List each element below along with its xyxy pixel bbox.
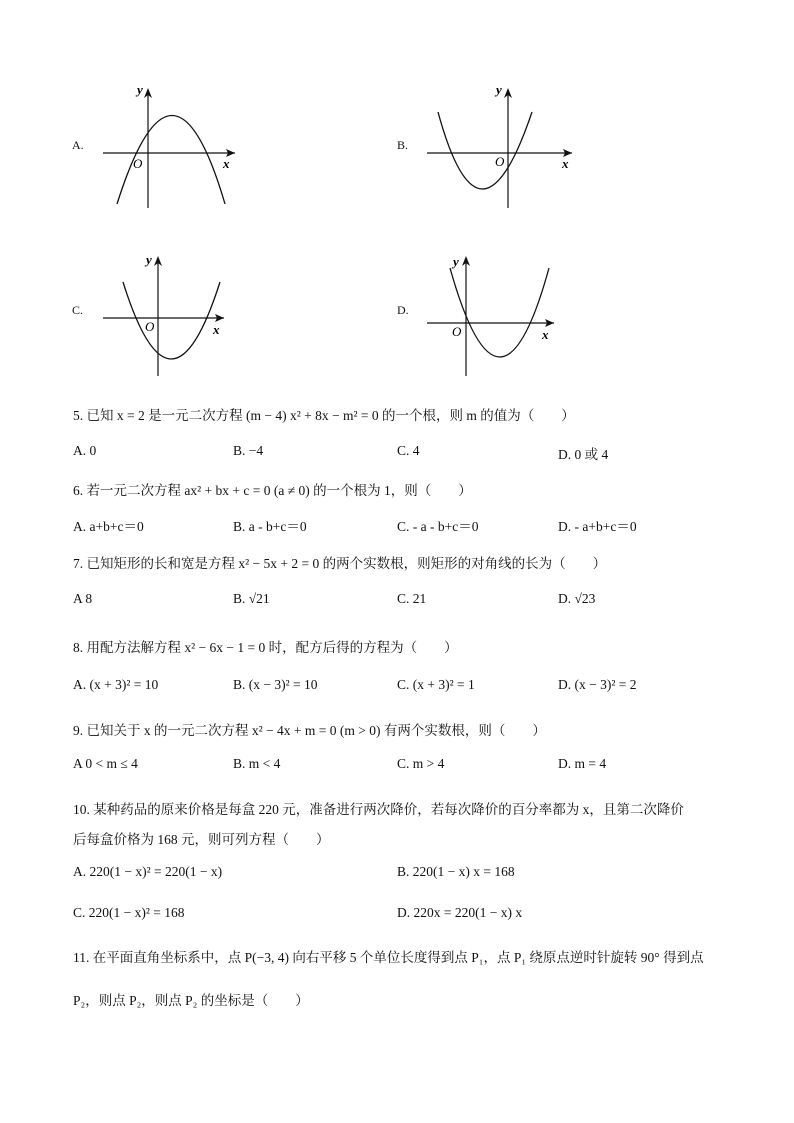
question-5-option-c[interactable]: C. 4 <box>397 443 420 458</box>
graph-a-origin-label: O <box>133 156 143 171</box>
graph-c-x-label: x <box>213 322 220 337</box>
graph-d-parabola <box>422 250 562 380</box>
graph-d-x-label: x <box>542 327 549 342</box>
question-8-stem: 8. 用配方法解方程 x² − 6x − 1 = 0 时，配方后得的方程为（ ） <box>73 640 458 655</box>
graph-c-parabola <box>98 250 238 380</box>
question-6-option-b[interactable]: B. a - b+c＝0 <box>233 519 307 534</box>
question-10-option-a[interactable]: A. 220(1 − x)² = 220(1 − x) <box>73 864 223 879</box>
question-7-option-c[interactable]: C. 21 <box>397 591 427 606</box>
question-6-stem: 6. 若一元二次方程 ax² + bx + c = 0 (a ≠ 0) 的一个根为 1，则（ ） <box>73 483 472 498</box>
graph-a-parabola <box>95 82 245 212</box>
question-10-stem-line-1: 10. 某种药品的原来价格是每盒 220 元，准备进行两次降价，若每次降价的百分率都为 x，且第二次降价 <box>73 802 684 817</box>
question-11-stem-line-2: P₂，则点 P₂，则点 P₂ 的坐标是（ ） <box>73 993 309 1008</box>
question-6-option-a[interactable]: A. a+b+c＝0 <box>73 519 144 534</box>
question-5-stem: 5. 已知 x = 2 是一元二次方程 (m − 4) x² + 8x − m² = 0 的一个根，则 m 的值为（ ） <box>73 408 575 423</box>
question-10-option-c[interactable]: C. 220(1 − x)² = 168 <box>73 905 185 920</box>
graph-d-letter: D. <box>397 303 409 317</box>
question-7-option-b[interactable]: B. √21 <box>233 591 270 606</box>
question-9-option-c[interactable]: C. m > 4 <box>397 756 445 771</box>
question-5-option-b[interactable]: B. −4 <box>233 443 264 458</box>
question-10-option-b[interactable]: B. 220(1 − x) x = 168 <box>397 864 515 879</box>
question-5-option-a[interactable]: A. 0 <box>73 443 97 458</box>
graph-d-y-label: y <box>453 254 459 269</box>
question-5-option-d[interactable]: D. 0 或 4 <box>558 447 609 462</box>
question-10-option-d[interactable]: D. 220x = 220(1 − x) x <box>397 905 523 920</box>
question-7-option-a[interactable]: A 8 <box>73 591 93 606</box>
question-6-option-d[interactable]: D. - a+b+c＝0 <box>558 519 637 534</box>
graph-b-parabola <box>422 82 582 212</box>
graph-b-origin-label: O <box>495 154 505 169</box>
question-8-option-d[interactable]: D. (x − 3)² = 2 <box>558 677 637 692</box>
question-7-stem: 7. 已知矩形的长和宽是方程 x² − 5x + 2 = 0 的两个实数根，则矩形的对角线的长为（ ） <box>73 556 607 571</box>
graph-a-letter: A. <box>72 138 84 152</box>
question-8-option-a[interactable]: A. (x + 3)² = 10 <box>73 677 159 692</box>
graph-b-x-label: x <box>562 156 569 171</box>
graph-b-letter: B. <box>397 138 409 152</box>
graph-c-y-label: y <box>146 252 152 267</box>
question-10-stem-line-2: 后每盒价格为 168 元，则可列方程（ ） <box>73 832 330 847</box>
question-11-stem-line-1: 11. 在平面直角坐标系中，点 P(−3, 4) 向右平移 5 个单位长度得到点 P₁，点 P₁ 绕原点逆时针旋转 90° 得到点 <box>73 950 704 965</box>
question-8-option-b[interactable]: B. (x − 3)² = 10 <box>233 677 318 692</box>
graph-c-letter: C. <box>72 303 84 317</box>
question-7-option-d[interactable]: D. √23 <box>558 591 596 606</box>
question-8-option-c[interactable]: C. (x + 3)² = 1 <box>397 677 475 692</box>
graph-d-origin-label: O <box>452 324 462 339</box>
question-9-stem: 9. 已知关于 x 的一元二次方程 x² − 4x + m = 0 (m > 0) 有两个实数根，则（ ） <box>73 723 546 738</box>
question-9-option-a[interactable]: A 0 < m ≤ 4 <box>73 756 138 771</box>
question-6-option-c[interactable]: C. - a - b+c＝0 <box>397 519 479 534</box>
graph-c-origin-label: O <box>145 319 155 334</box>
question-9-option-b[interactable]: B. m < 4 <box>233 756 281 771</box>
graph-a-y-label: y <box>137 82 143 97</box>
question-9-option-d[interactable]: D. m = 4 <box>558 756 607 771</box>
graph-b-y-label: y <box>496 82 502 97</box>
graph-a-x-label: x <box>223 156 230 171</box>
